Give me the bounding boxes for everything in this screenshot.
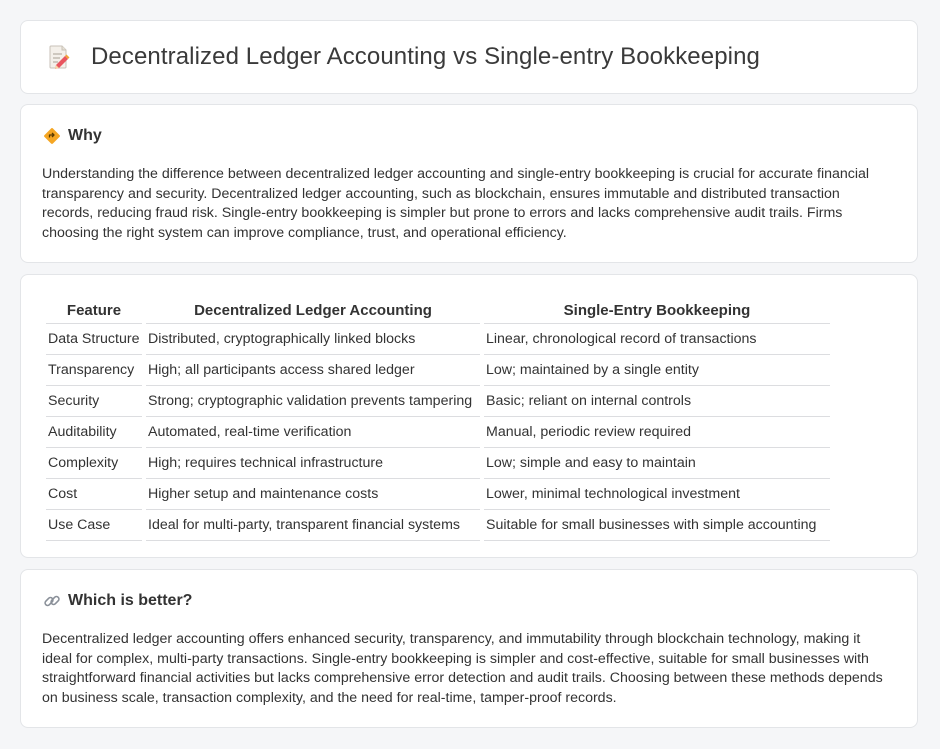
row-feature: Transparency [46,355,142,386]
link-icon [43,592,61,610]
row-single-entry: Manual, periodic review required [484,417,830,448]
which-is-better-section [20,569,918,728]
table-row [46,417,830,448]
row-single-entry: Low; maintained by a single entity [484,355,830,386]
table-row [46,448,830,479]
row-decentralized: Automated, real-time verification [146,417,480,448]
why-heading: Why [68,127,102,144]
why-section [20,104,918,263]
row-single-entry: Low; simple and easy to maintain [484,448,830,479]
title-row [47,43,760,71]
row-decentralized: Higher setup and maintenance costs [146,479,480,510]
row-feature: Use Case [46,510,142,541]
table-row [46,386,830,417]
row-feature: Cost [46,479,142,510]
row-decentralized: Strong; cryptographic validation prevents tampering [146,386,480,417]
row-feature: Complexity [46,448,142,479]
row-decentralized: High; all participants access shared ledger [146,355,480,386]
row-feature: Data Structure [46,324,142,355]
table-header-row [46,294,830,324]
better-heading: Which is better? [68,592,193,609]
better-heading-row [43,592,192,610]
column-header-feature: Feature [46,294,142,324]
row-single-entry: Suitable for small businesses with simple accounting [484,510,830,541]
column-header-decentralized: Decentralized Ledger Accounting [146,294,480,324]
row-single-entry: Basic; reliant on internal controls [484,386,830,417]
row-decentralized: Distributed, cryptographically linked blocks [146,324,480,355]
why-text: Understanding the difference between decentralized ledger accounting and single-entry bookkeeping is crucial for accurate financial transparency and security. Decentralized ledger accounting, such as blockchain, ensures immutable and distributed transaction records, reducing fraud risk. Single-entry bookkeeping is simpler but prone to errors and lacks comprehensive audit trails. Firms choosing the right system can improve compliance, trust, and operational efficiency. [42,166,870,241]
column-header-single-entry: Single-Entry Bookkeeping [484,294,830,324]
why-heading-row [43,127,102,145]
better-text: Decentralized ledger accounting offers enhanced security, transparency, and immutability through blockchain technology, making it ideal for complex, multi-party transactions. Single-entry bookkeeping is simpler and cost-effective, suitable for small businesses with straightforward financial activities but lacks comprehensive error detection and audit trails. Choosing between these methods depends on business scale, transaction complexity, and the need for real-time, tamper-proof records. [42,631,883,706]
row-decentralized: Ideal for multi-party, transparent financial systems [146,510,480,541]
road-sign-icon [43,127,61,145]
row-single-entry: Linear, chronological record of transactions [484,324,830,355]
page-title: Decentralized Ledger Accounting vs Single-entry Bookkeeping [91,43,760,70]
table-row [46,510,830,541]
comparison-section [20,274,918,558]
row-single-entry: Lower, minimal technological investment [484,479,830,510]
table-row [46,479,830,510]
header-card [20,20,918,94]
table-row [46,324,830,355]
memo-pencil-icon [47,44,71,70]
table-row [46,355,830,386]
comparison-table [42,294,834,541]
row-decentralized: High; requires technical infrastructure [146,448,480,479]
row-feature: Auditability [46,417,142,448]
row-feature: Security [46,386,142,417]
